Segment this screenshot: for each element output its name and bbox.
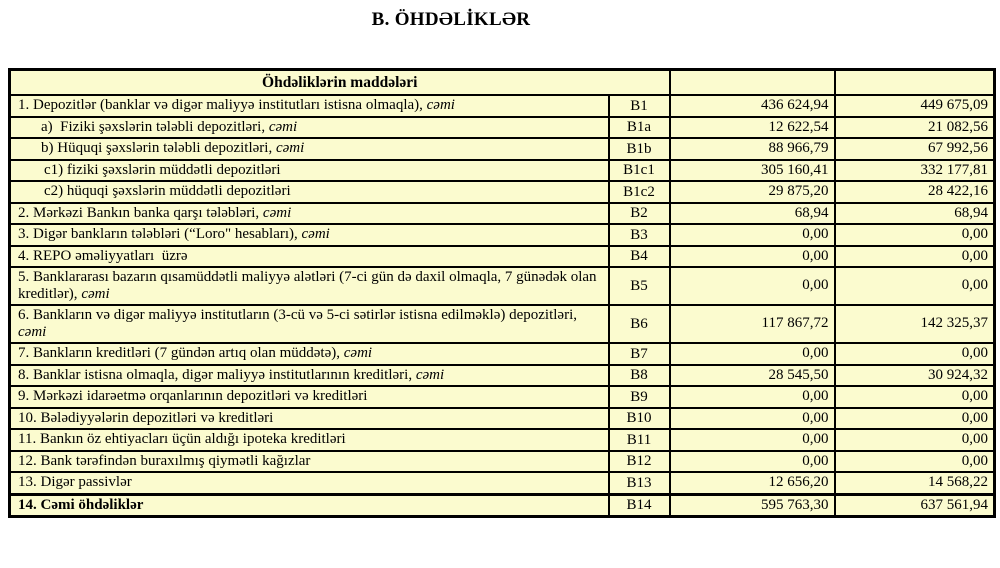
row-label-text: 2. Mərkəzi Bankın banka qarşı tələbləri, (18, 204, 263, 221)
table-row (10, 451, 995, 473)
row-value-1: 305 160,41 (670, 160, 835, 182)
row-code: B4 (609, 246, 670, 268)
table-row (10, 429, 995, 451)
row-label-italic: cəmi (426, 97, 455, 113)
liabilities-table (8, 68, 996, 518)
row-code: B14 (609, 494, 670, 517)
row-code: B11 (609, 429, 670, 451)
row-code: B1c2 (609, 181, 670, 203)
total-row (10, 494, 995, 517)
page-title: B. ÖHDƏLİKLƏR (371, 9, 531, 30)
row-label (10, 181, 609, 203)
row-value-2: 68,94 (835, 203, 995, 225)
table-row (10, 224, 995, 246)
row-label (10, 386, 609, 408)
row-value-1: 88 966,79 (670, 138, 835, 160)
row-value-2: 21 082,56 (835, 117, 995, 139)
row-value-2: 0,00 (835, 451, 995, 473)
table-row (10, 117, 995, 139)
row-label (10, 117, 609, 139)
row-value-1: 0,00 (670, 408, 835, 430)
row-value-1: 12 622,54 (670, 117, 835, 139)
row-value-1: 436 624,94 (670, 95, 835, 117)
header-value-col-1 (670, 70, 835, 96)
row-value-1: 595 763,30 (670, 494, 835, 517)
row-label-italic: cəmi (268, 118, 298, 135)
row-label (10, 429, 609, 451)
table-row (10, 386, 995, 408)
row-value-2: 142 325,37 (835, 305, 995, 343)
row-label-text: 13. Digər passivlər (18, 474, 132, 490)
row-code: B1c1 (609, 160, 670, 182)
row-value-1: 29 875,20 (670, 181, 835, 203)
row-value-2: 0,00 (835, 429, 995, 451)
row-code: B1b (609, 138, 670, 160)
row-code: B5 (609, 267, 670, 305)
row-code: B8 (609, 365, 670, 387)
row-code: B1a (609, 117, 670, 139)
row-label-italic: cəmi (275, 140, 305, 156)
row-label (10, 95, 609, 117)
header-value-col-2 (835, 70, 995, 96)
row-label-text: 8. Banklar istisna olmaqla, digər maliyyə institutlarının kreditləri, (18, 366, 416, 383)
table-row (10, 305, 995, 343)
table-row (10, 160, 995, 182)
row-value-1: 12 656,20 (670, 472, 835, 494)
row-code: B3 (609, 224, 670, 246)
row-label (10, 365, 609, 387)
row-label-italic: cəmi (18, 323, 47, 340)
row-value-1: 0,00 (670, 429, 835, 451)
row-code: B7 (609, 343, 670, 365)
row-code: B1 (609, 95, 670, 117)
row-code: B10 (609, 408, 670, 430)
row-value-1: 28 545,50 (670, 365, 835, 387)
row-code: B12 (609, 451, 670, 473)
row-value-1: 117 867,72 (670, 305, 835, 343)
row-label (10, 160, 609, 182)
row-value-2: 332 177,81 (835, 160, 995, 182)
row-label (10, 472, 609, 494)
row-label (10, 451, 609, 473)
table-row (10, 138, 995, 160)
row-label (10, 267, 609, 305)
table-row (10, 246, 995, 268)
row-label-italic: cəmi (81, 285, 110, 302)
row-label-text: 1. Depozitlər (banklar və digər maliyyə institutları istisna olmaqla), (18, 97, 427, 113)
table-row (10, 343, 995, 365)
row-value-1: 0,00 (670, 267, 835, 305)
row-label-italic: cəmi (415, 366, 445, 383)
row-label-text: 12. Bank tərəfindən buraxılmış qiymətli kağızlar (18, 452, 311, 469)
row-value-1: 0,00 (670, 246, 835, 268)
row-value-2: 637 561,94 (835, 494, 995, 517)
table-row (10, 365, 995, 387)
row-value-2: 449 675,09 (835, 95, 995, 117)
table-row (10, 267, 995, 305)
row-value-1: 0,00 (670, 224, 835, 246)
row-label-text: 5. Banklararası bazarın qısamüddətli maliyyə alətləri (7-ci gün də daxil olmaqla, 7 günədək olan kreditlər), (18, 269, 601, 302)
row-label-text: 11. Bankın öz ehtiyacları üçün aldığı ipoteka kreditləri (18, 431, 346, 447)
row-value-2: 0,00 (835, 386, 995, 408)
row-label-italic: cəmi (343, 345, 373, 361)
row-value-1: 68,94 (670, 203, 835, 225)
row-value-2: 67 992,56 (835, 138, 995, 160)
row-label-text: a) Fiziki şəxslərin tələbli depozitləri, (41, 118, 269, 135)
row-code: B13 (609, 472, 670, 494)
row-value-2: 28 422,16 (835, 181, 995, 203)
row-value-1: 0,00 (670, 386, 835, 408)
table-row (10, 181, 995, 203)
row-label (10, 203, 609, 225)
row-label-text: 3. Digər bankların tələbləri (“Loro" hesabları), (18, 226, 302, 242)
table-row (10, 472, 995, 494)
row-label-italic: cəmi (262, 204, 292, 221)
table-body (10, 95, 995, 517)
row-label-text: c1) fiziki şəxslərin müddətli depozitləri (44, 161, 281, 178)
row-label-text: 6. Bankların və digər maliyyə institutların (3-cü və 5-ci sətirlər istisna edilməklə) depozitləri, (18, 307, 581, 323)
row-label (10, 343, 609, 365)
row-label (10, 138, 609, 160)
row-value-1: 0,00 (670, 451, 835, 473)
header-items-label: Öhdəliklərin maddələri (10, 70, 670, 96)
row-value-1: 0,00 (670, 343, 835, 365)
row-label-text: b) Hüquqi şəxslərin tələbli depozitləri, (41, 140, 276, 156)
row-label-text: 10. Bələdiyyələrin depozitləri və kreditləri (18, 409, 274, 426)
row-value-2: 0,00 (835, 267, 995, 305)
row-label-text: 7. Bankların kreditləri (7 gündən artıq olan müddətə), (18, 345, 344, 361)
row-value-2: 0,00 (835, 343, 995, 365)
row-value-2: 14 568,22 (835, 472, 995, 494)
row-code: B9 (609, 386, 670, 408)
document-page (0, 9, 1000, 518)
row-code: B2 (609, 203, 670, 225)
row-code: B6 (609, 305, 670, 343)
row-label-text: 9. Mərkəzi idarəetmə orqanlarının depozitləri və kreditləri (18, 388, 368, 404)
row-label-italic: cəmi (301, 226, 330, 242)
row-label (10, 494, 609, 517)
row-label (10, 246, 609, 268)
table-row (10, 95, 995, 117)
row-label (10, 408, 609, 430)
row-label-text: c2) hüquqi şəxslərin müddətli depozitləri (44, 183, 291, 199)
row-value-2: 0,00 (835, 408, 995, 430)
row-value-2: 0,00 (835, 224, 995, 246)
table-row (10, 203, 995, 225)
row-value-2: 30 924,32 (835, 365, 995, 387)
row-value-2: 0,00 (835, 246, 995, 268)
row-label (10, 224, 609, 246)
row-label (10, 305, 609, 343)
row-label-text: 4. REPO əməliyyatları üzrə (18, 247, 188, 264)
table-row (10, 408, 995, 430)
table-header-row (10, 70, 995, 96)
row-label-text: 14. Cəmi öhdəliklər (18, 496, 144, 513)
